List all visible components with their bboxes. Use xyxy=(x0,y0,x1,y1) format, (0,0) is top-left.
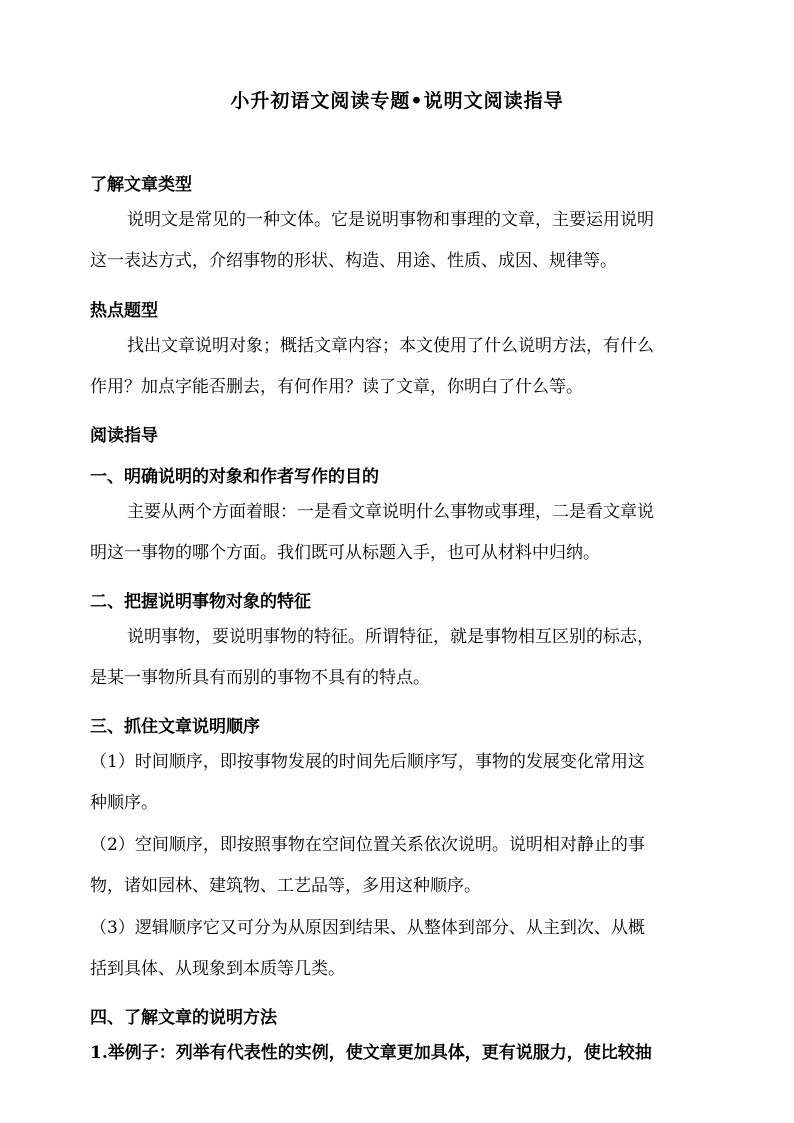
text-line: 说明事物，要说明事物的特征。所谓特征，就是事物相互区别的标志， xyxy=(127,627,654,647)
heading-article-type: 了解文章类型 xyxy=(90,175,192,195)
paragraph-section-1 xyxy=(90,492,704,574)
heading-section-3: 三、抓住文章说明顺序 xyxy=(90,717,260,737)
text-line: 说明文是常见的一种文体。它是说明事物和事理的文章，主要运用说明 xyxy=(127,210,654,230)
text-line: 作用？加点字能否删去，有何作用？读了文章，你明白了什么等。 xyxy=(90,377,583,397)
text-line: 主要从两个方面着眼：一是看文章说明什么事物或事理，二是看文章说 xyxy=(127,502,654,522)
paragraph-section-2 xyxy=(90,617,704,699)
text-line: 物，诸如园林、建筑物、工艺品等，多用这种顺序。 xyxy=(90,876,481,896)
heading-section-2: 二、把握说明事物对象的特征 xyxy=(90,592,311,612)
list-item-time-order xyxy=(90,742,704,824)
paragraph-article-type xyxy=(90,200,704,282)
text-line: 是某一事物所具有而别的事物不具有的特点。 xyxy=(90,668,430,688)
text-line: （1）时间顺序，即按事物发展的时间先后顺序写，事物的发展变化常用这 xyxy=(90,752,645,772)
heading-hot-questions: 热点题型 xyxy=(90,301,158,321)
text-line: （3）逻辑顺序它又可分为从原因到结果、从整体到部分、从主到次、从概 xyxy=(90,918,645,938)
text-line: 这一表达方式，介绍事物的形状、构造、用途、性质、成因、规律等。 xyxy=(90,251,617,271)
heading-section-4: 四、了解文章的说明方法 xyxy=(90,1008,277,1028)
list-item-space-order xyxy=(90,825,704,907)
paragraph-hot-questions xyxy=(90,326,704,408)
page-title: 小升初语文阅读专题•说明文阅读指导 xyxy=(230,90,564,112)
text-line: 找出文章说明对象；概括文章内容；本文使用了什么说明方法，有什么 xyxy=(127,336,654,356)
list-item-examples xyxy=(90,1033,704,1074)
text-line: （2）空间顺序，即按照事物在空间位置关系依次说明。说明相对静止的事 xyxy=(90,835,645,855)
text-line: 1.举例子：列举有代表性的实例，使文章更加具体，更有说服力，使比较抽 xyxy=(90,1043,652,1063)
list-item-logic-order xyxy=(90,908,704,990)
text-line: 括到具体、从现象到本质等几类。 xyxy=(90,959,345,979)
heading-reading-guide: 阅读指导 xyxy=(90,426,158,446)
text-line: 明这一事物的哪个方面。我们既可从标题入手，也可从材料中归纳。 xyxy=(90,543,600,563)
heading-section-1: 一、明确说明的对象和作者写作的目的 xyxy=(90,467,379,487)
text-line: 种顺序。 xyxy=(90,793,158,813)
